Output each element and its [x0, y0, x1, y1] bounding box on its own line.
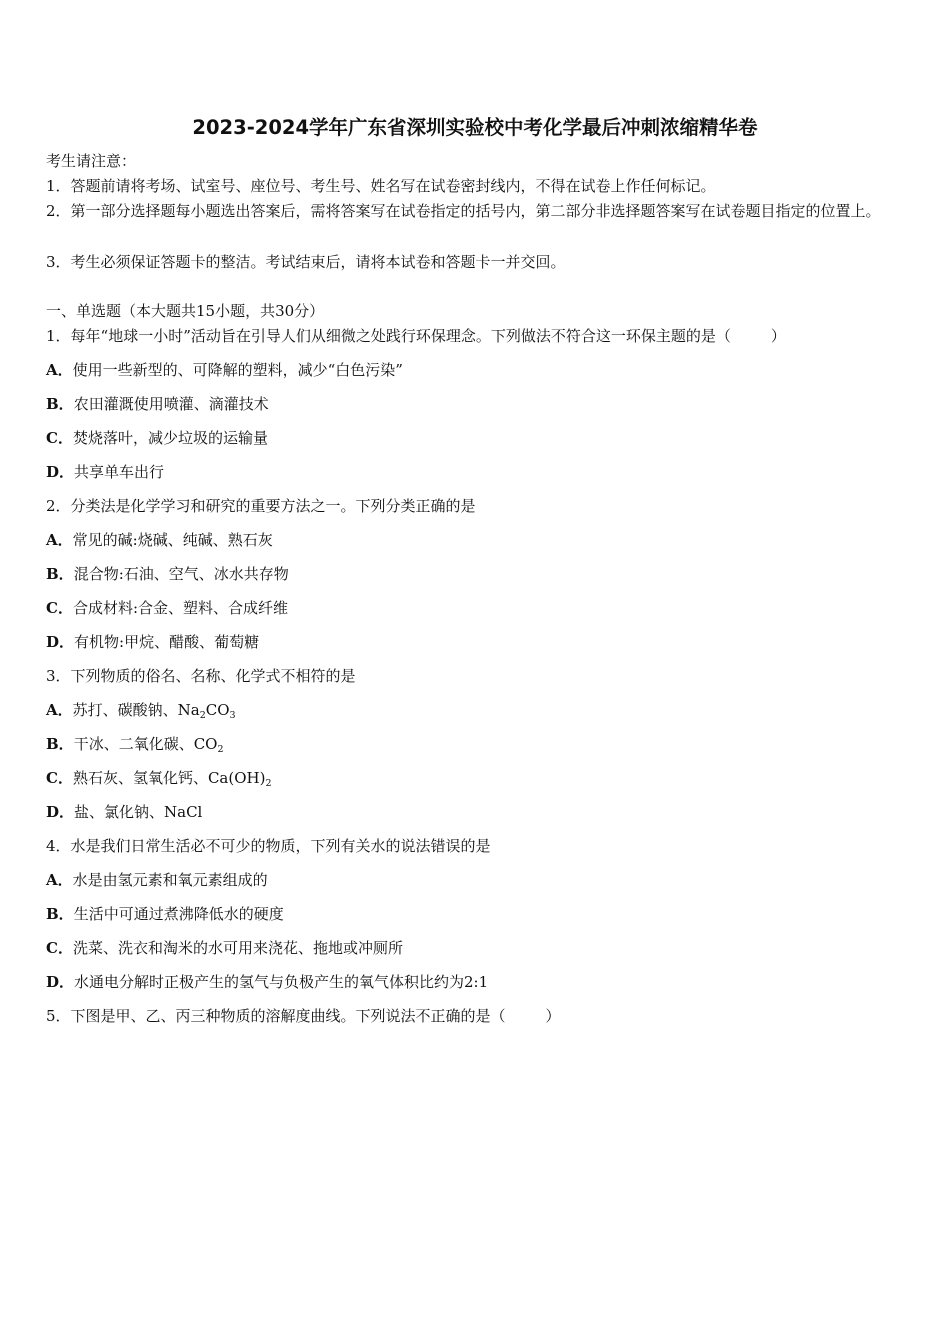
question-1-option-b	[46, 394, 269, 414]
option-letter: D．	[46, 463, 75, 481]
question-2-option-a	[46, 530, 273, 550]
option-text: 熟石灰、氢氧化钙、Ca(OH)	[72, 769, 266, 787]
notice-heading: 考生请注意：	[46, 152, 137, 170]
question-4-stem: 4．水是我们日常生活必不可少的物质，下列有关水的说法错误的是	[46, 837, 491, 855]
notice-item-3: 3．考生必须保证答题卡的整洁。考试结束后，请将本试卷和答题卡一并交回。	[46, 253, 566, 271]
formula-subscript: 2	[199, 710, 206, 721]
question-1-option-d	[46, 462, 164, 482]
question-1-option-a	[46, 360, 403, 380]
question-3-option-d	[46, 802, 202, 822]
notice-item-1: 1．答题前请将考场、试室号、座位号、考生号、姓名写在试卷密封线内，不得在试卷上作任何标记。	[46, 177, 716, 195]
question-4-option-b	[46, 904, 284, 924]
option-text: 混合物:石油、空气、冰水共存物	[73, 565, 289, 583]
option-text: 洗菜、洗衣和淘米的水可用来浇花、拖地或冲厕所	[72, 939, 403, 957]
option-letter: C．	[46, 769, 73, 787]
question-3-option-c	[46, 768, 272, 788]
option-text: 农田灌溉使用喷灌、滴灌技术	[73, 395, 269, 413]
option-text: 共享单车出行	[74, 463, 165, 481]
option-text: 苏打、碳酸钠、Na	[72, 701, 200, 719]
option-letter: C．	[46, 939, 73, 957]
question-4-option-d	[46, 972, 488, 992]
question-4-option-c	[46, 938, 403, 958]
question-stem-text: 1．每年“地球一小时”活动旨在引导人们从细微之处践行环保理念。下列做法不符合这一环保主题的是（	[46, 327, 731, 345]
option-text: 合成材料:合金、塑料、合成纤维	[72, 599, 289, 617]
option-letter: A．	[46, 701, 73, 719]
option-letter: A．	[46, 871, 73, 889]
option-text: 常见的碱:烧碱、纯碱、熟石灰	[72, 531, 273, 549]
notice-item-2: 2．第一部分选择题每小题选出答案后，需将答案写在试卷指定的括号内，第二部分非选择题答案写在试卷题目指定的位置上。	[46, 202, 881, 220]
question-stem-text: 5．下图是甲、乙、丙三种物质的溶解度曲线。下列说法不正确的是（	[46, 1007, 506, 1025]
option-letter: C．	[46, 429, 73, 447]
page-title: 2023-2024学年广东省深圳实验校中考化学最后冲刺浓缩精华卷	[192, 116, 758, 139]
formula-part: CO	[205, 701, 230, 719]
option-letter: A．	[46, 531, 73, 549]
question-4-option-a	[46, 870, 268, 890]
question-stem-close: ）	[770, 327, 786, 345]
option-text: 干冰、二氧化碳、CO	[73, 735, 218, 753]
question-2-option-b	[46, 564, 289, 584]
option-letter: B．	[46, 395, 74, 413]
question-2-option-c	[46, 598, 288, 618]
question-3-option-b	[46, 734, 224, 754]
question-5-stem	[46, 1006, 561, 1026]
option-text: 水是由氢元素和氧元素组成的	[72, 871, 268, 889]
question-3-stem: 3．下列物质的俗名、名称、化学式不相符的是	[46, 667, 356, 685]
question-2-stem: 2．分类法是化学学习和研究的重要方法之一。下列分类正确的是	[46, 497, 476, 515]
question-2-option-d	[46, 632, 259, 652]
option-letter: A．	[46, 361, 73, 379]
question-1-stem	[46, 326, 786, 346]
option-letter: D．	[46, 973, 75, 991]
question-stem-close: ）	[545, 1007, 561, 1025]
option-text: 盐、氯化钠、NaCl	[74, 803, 203, 821]
option-letter: D．	[46, 633, 75, 651]
option-letter: D．	[46, 803, 75, 821]
option-letter: B．	[46, 905, 74, 923]
option-text: 焚烧落叶，减少垃圾的运输量	[72, 429, 268, 447]
option-text: 有机物:甲烷、醋酸、葡萄糖	[74, 633, 260, 651]
option-text: 水通电分解时正极产生的氢气与负极产生的氧气体积比约为2:1	[74, 973, 489, 991]
option-letter: C．	[46, 599, 73, 617]
formula-subscript: 2	[217, 744, 224, 755]
option-text: 生活中可通过煮沸降低水的硬度	[73, 905, 284, 923]
question-1-option-c	[46, 428, 268, 448]
option-letter: B．	[46, 565, 74, 583]
question-3-option-a	[46, 700, 236, 720]
formula-subscript: 2	[265, 778, 272, 789]
formula-subscript: 3	[229, 710, 236, 721]
section-heading: 一、单选题（本大题共15小题，共30分）	[46, 302, 325, 320]
option-text: 使用一些新型的、可降解的塑料，减少“白色污染”	[72, 361, 403, 379]
option-letter: B．	[46, 735, 74, 753]
